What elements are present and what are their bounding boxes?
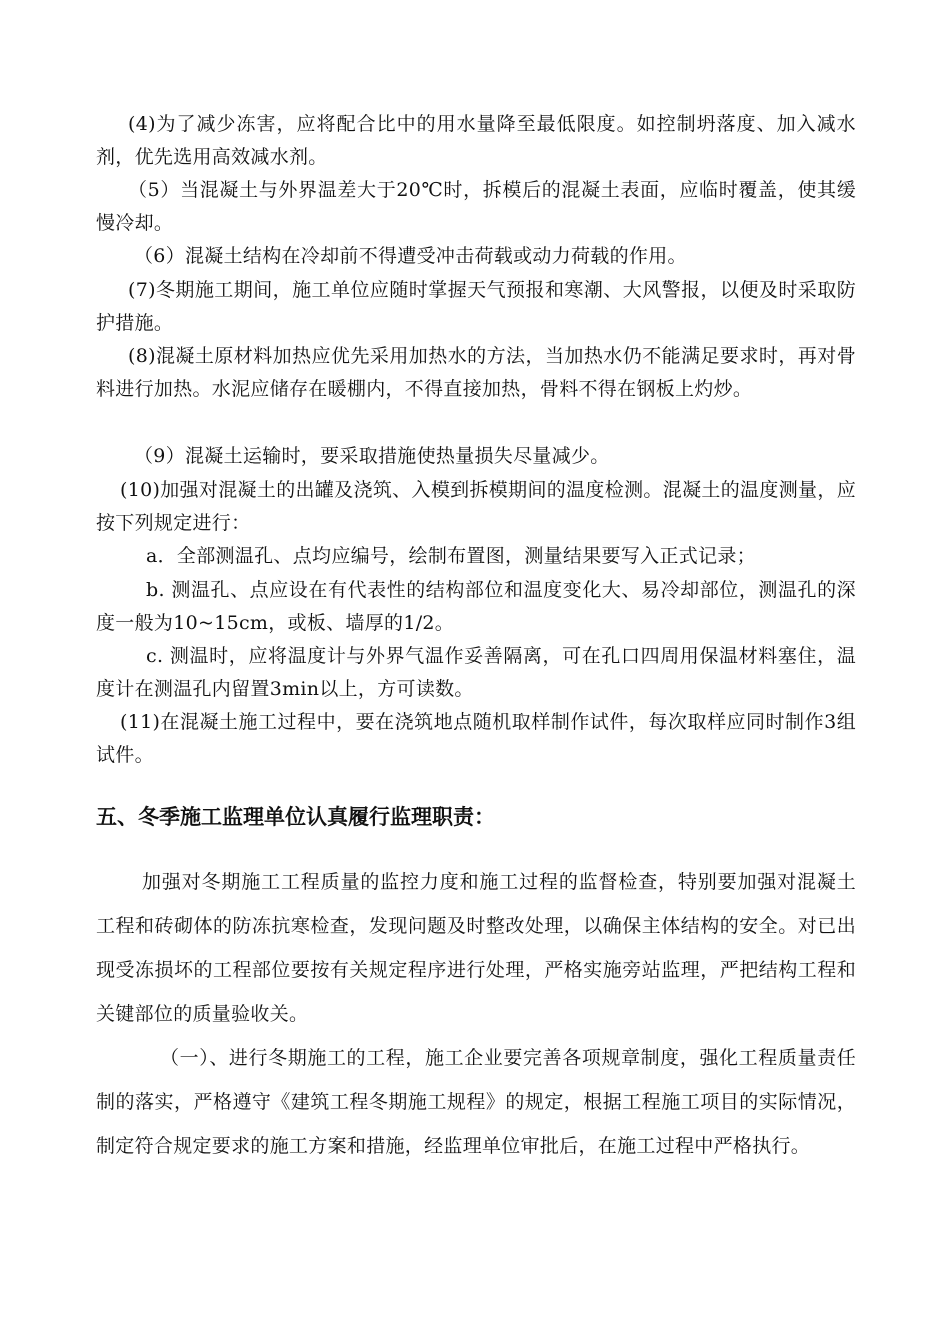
list-item-10: (10)加强对混凝土的出罐及浇筑、入模到拆模期间的温度检测。混凝土的温度测量，应按下列规定进行： — [96, 479, 856, 534]
section-heading: 五、冬季施工监理单位认真履行监理职责： — [96, 805, 495, 829]
list-item-8: (8)混凝土原材料加热应优先采用加热水的方法，当加热水仍不能满足要求时，再对骨料进行加热。水泥应储存在暖棚内，不得直接加热，骨料不得在钢板上灼炒。 — [96, 345, 856, 400]
paragraph-item-1: （一）、进行冬期施工的工程，施工企业要完善各项规章制度，强化工程质量责任制的落实，严格遵守《建筑工程冬期施工规程》的规定，根据工程施工项目的实际情况，制定符合规定要求的施工方案和措施，经监理单位审批后，在施工过程中严格执行。 — [96, 1047, 856, 1157]
sub-item-a: a．全部测温孔、点均应编号，绘制布置图，测量结果要写入正式记录； — [146, 545, 756, 567]
list-item-5: （5）当混凝土与外界温差大于20℃时，拆模后的混凝土表面，应临时覆盖，使其缓慢冷却。 — [96, 179, 856, 234]
list-item-11: (11)在混凝土施工过程中，要在浇筑地点随机取样制作试件，每次取样应同时制作3组试件。 — [96, 711, 856, 766]
paragraph-supervision: 加强对冬期施工工程质量的监控力度和施工过程的监督检查，特别要加强对混凝土工程和砖砌体的防冻抗寒检查，发现问题及时整改处理，以确保主体结构的安全。对已出现受冻损坏的工程部位要按有关规定程序进行处理，严格实施旁站监理，严把结构工程和关键部位的质量验收关。 — [96, 871, 856, 1025]
list-item-4: (4)为了减少冻害，应将配合比中的用水量降至最低限度。如控制坍落度、加入减水剂，优先选用高效减水剂。 — [96, 113, 856, 168]
list-item-6: （6）混凝土结构在冷却前不得遭受冲击荷载或动力荷载的作用。 — [134, 245, 687, 267]
list-item-9: （9）混凝土运输时，要采取措施使热量损失尽量减少。 — [134, 445, 610, 467]
sub-item-c: c. 测温时，应将温度计与外界气温作妥善隔离，可在孔口四周用保温材料塞住，温度计在测温孔内留置3min以上，方可读数。 — [96, 645, 856, 700]
sub-item-b: b. 测温孔、点应设在有代表性的结构部位和温度变化大、易冷却部位，测温孔的深度一般为10~15cm，或板、墙厚的1/2。 — [96, 579, 856, 634]
list-item-7: (7)冬期施工期间，施工单位应随时掌握天气预报和寒潮、大风警报，以便及时采取防护措施。 — [96, 279, 856, 334]
